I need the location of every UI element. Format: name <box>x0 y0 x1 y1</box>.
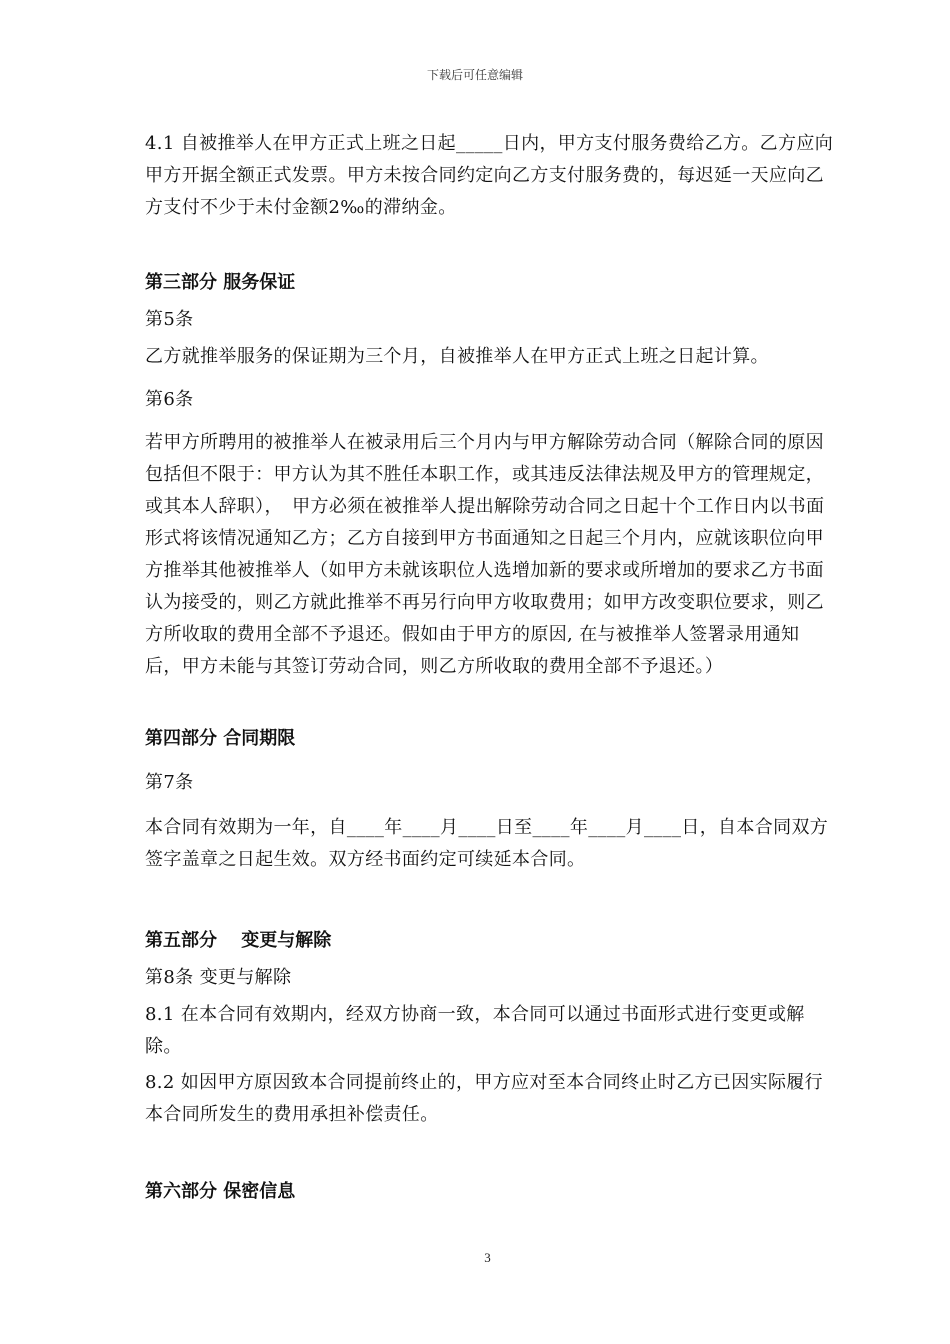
article-7-text: 本合同有效期为一年，自____年____月____日至____年____月____日，自本合同双方签字盖章之日起生效。双方经书面约定可续延本合同。 <box>145 817 829 870</box>
clause-8-2: 8.2 如因甲方原因致本合同提前终止的，甲方应对至本合同终止时乙方已因实际履行本合同所发生的费用承担补偿责任。 <box>145 1072 823 1125</box>
article-5-label: 第5条 <box>145 309 194 330</box>
clause-4-1: 4.1 自被推举人在甲方正式上班之日起_____日内，甲方支付服务费给乙方。乙方应向甲方开据全额正式发票。甲方未按合同约定向乙方支付服务费的，每迟延一天应向乙方支付不少于未付金额2‰的滞纳金。 <box>145 133 834 218</box>
section-heading-part-3: 第三部分 服务保证 <box>145 272 296 293</box>
section-heading-part-5: 第五部分 变更与解除 <box>145 930 332 951</box>
page-number: 3 <box>484 1250 491 1265</box>
page-header: 下载后可任意编辑 <box>426 68 523 82</box>
article-6-label: 第6条 <box>145 389 194 410</box>
section-heading-part-4: 第四部分 合同期限 <box>145 728 296 749</box>
article-7-label: 第7条 <box>145 772 194 793</box>
article-5-text: 乙方就推举服务的保证期为三个月，自被推举人在甲方正式上班之日起计算。 <box>145 346 769 367</box>
article-8-label: 第8条 变更与解除 <box>145 967 292 988</box>
clause-8-1: 8.1 在本合同有效期内，经双方协商一致，本合同可以通过书面形式进行变更或解除。 <box>145 1004 805 1057</box>
section-heading-part-6: 第六部分 保密信息 <box>145 1181 296 1202</box>
article-6-text: 若甲方所聘用的被推举人在被录用后三个月内与甲方解除劳动合同（解除合同的原因包括但不限于：甲方认为其不胜任本职工作，或其违反法律法规及甲方的管理规定，或其本人辞职）， 甲方必须在被推举人提出解除劳动合同之日起十个工作日内以书面形式将该情况通知乙方；乙方自接到甲方书面通知之日起三个月内，应就该职位向甲方推举其他被推举人（如甲方未就该职位人选增加新的要求或所增加的要求乙方书面认为接受的，则乙方就此推举不再另行向甲方收取费用；如甲方改变职位要求，则乙方所收取的费用全部不予退还。假如由于甲方的原因, 在与被推举人签署录用通知后，甲方未能与其签订劳动合同，则乙方所收取的费用全部不予退还。） <box>145 432 825 677</box>
